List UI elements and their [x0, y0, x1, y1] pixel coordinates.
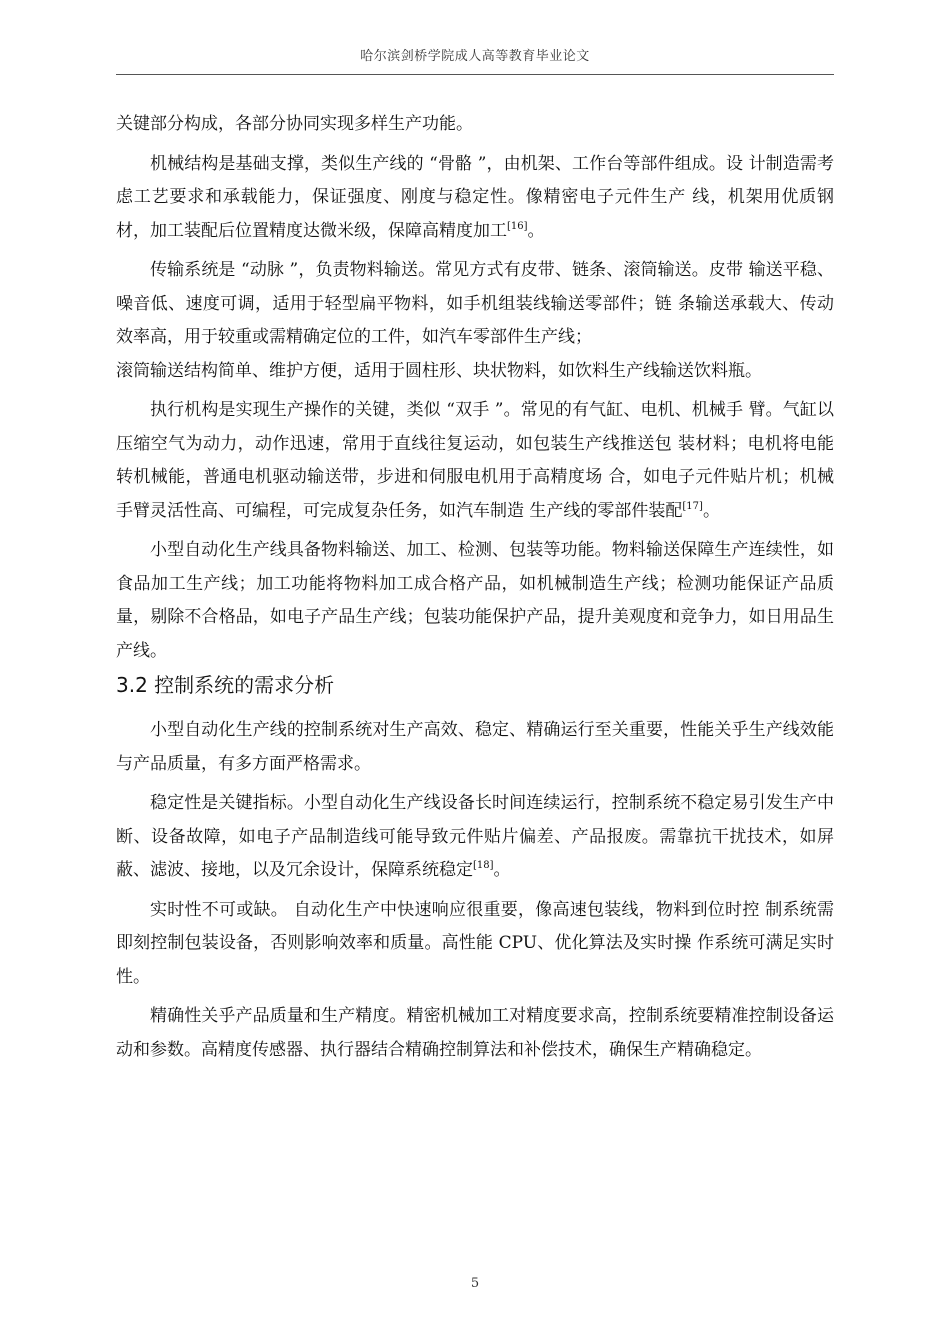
- section-heading: 3.2 控制系统的需求分析: [116, 673, 335, 697]
- paragraph-mechanical-structure: 机械结构是基础支撑，类似生产线的 “骨骼 ”，由机架、工作台等部件组成。设 计制造需考虑工艺要求和承载能力，保证强度、刚度与稳定性。像精密电子元件生产 线，机架用优质钢材，加工装配后位置精度达微米级，保障高精度加工[16]。: [116, 153, 834, 241]
- citation-ref: [18]: [473, 860, 494, 871]
- header-divider: [116, 74, 834, 75]
- paragraph-actuators: 执行机构是实现生产操作的关键，类似 “双手 ”。常见的有气缸、电机、机械手 臂。气缸以压缩空气为动力，动作迅速，常用于直线往复运动，如包装生产线推送包 装材料；电机将电能转机械能，普通电机驱动输送带，步进和伺服电机用于高精度场 合，如电子元件贴片机；机械手臂灵活性高、可编程，可完成复杂任务，如汽车制造 生产线的零部件装配[17]。: [116, 400, 834, 521]
- paragraph-roller-conveyor: 滚筒输送结构简单、维护方便，适用于圆柱形、块状物料，如饮料生产线输送饮料瓶。: [116, 360, 762, 381]
- paragraph-precision: 精确性关乎产品质量和生产精度。精密机械加工对精度要求高，控制系统要精准控制设备运动和参数。高精度传感器、执行器结合精确控制算法和补偿技术，确保生产精确稳定。: [116, 1006, 834, 1060]
- citation-ref: [17]: [682, 500, 703, 512]
- page-header: 哈尔滨剑桥学院成人高等教育毕业论文: [360, 49, 590, 64]
- citation-ref: [16]: [507, 220, 528, 232]
- paragraph-control-intro: 小型自动化生产线的控制系统对生产高效、稳定、精确运行至关重要，性能关乎生产线效能与产品质量，有多方面严格需求。: [116, 720, 834, 774]
- document-body: [116, 108, 834, 1073]
- paragraph-functions: 小型自动化生产线具备物料输送、加工、检测、包装等功能。物料输送保障生产连续性，如食品加工生产线；加工功能将物料加工成合格产品，如机械制造生产线；检测功能保证产品质量，剔除不合格品，如电子产品生产线；包装功能保护产品，提升美观度和竞争力，如日用品生产线。: [116, 540, 834, 661]
- paragraph-realtime: 实时性不可或缺。 自动化生产中快速响应很重要，像高速包装线，物料到位时控 制系统需即刻控制包装设备，否则影响效率和质量。高性能 CPU、优化算法及实时操 作系统可满足实时性。: [116, 899, 834, 987]
- page-number: 5: [470, 1276, 480, 1291]
- paragraph-continuation: 关键部分构成，各部分协同实现多样生产功能。: [116, 114, 473, 134]
- paragraph-transmission-system: 传输系统是 “动脉 ”，负责物料输送。常见方式有皮带、链条、滚筒输送。皮带 输送平稳、噪音低、速度可调，适用于轻型扁平物料，如手机组装线输送零部件；链 条输送承载大、传动效率高，用于较重或需精确定位的工件，如汽车零部件生产线；: [116, 260, 834, 347]
- paragraph-stability: 稳定性是关键指标。小型自动化生产线设备长时间连续运行，控制系统不稳定易引发生产中断、设备故障，如电子产品制造线可能导致元件贴片偏差、产品报废。需靠抗干扰技术，如屏蔽、滤波、接地，以及冗余设计，保障系统稳定[18]。: [116, 793, 834, 880]
